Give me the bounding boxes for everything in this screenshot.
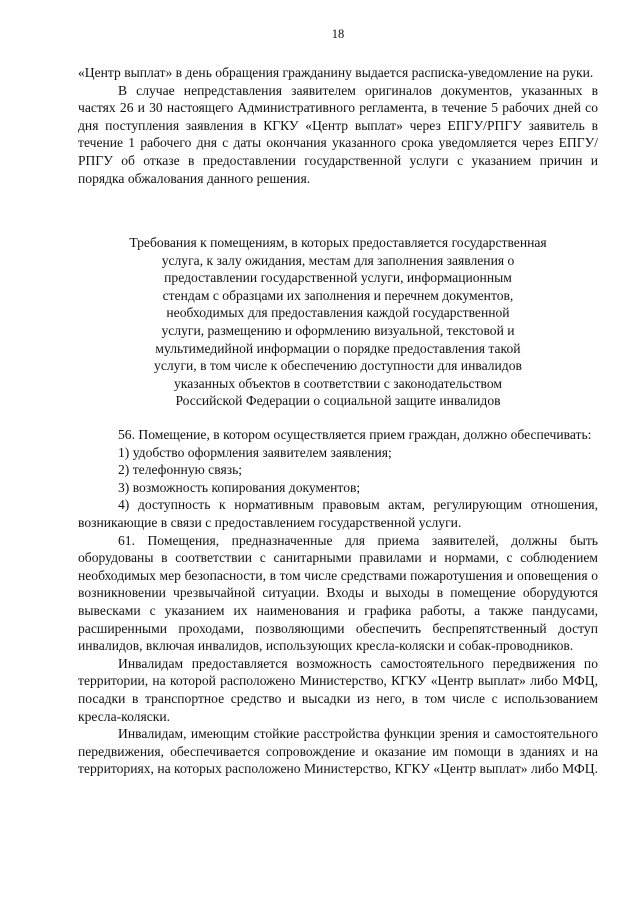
list-item: 1) удобство оформления заявителем заявления; (118, 444, 392, 460)
section-heading (78, 234, 598, 410)
heading-line: мультимедийной информации о порядке предоставления такой (155, 340, 521, 356)
heading-line: услуги, размещению и оформлению визуальной, текстовой и (161, 322, 515, 338)
list-item: 2) телефонную связь; (118, 462, 243, 478)
list-item: 3) возможность копирования документов; (118, 479, 361, 495)
heading-line: необходимых для предоставления каждой государственной (166, 305, 510, 321)
heading-line: указанных объектов в соответствии с законодательством (174, 375, 502, 391)
page-number: 18 (331, 27, 345, 41)
document-page (78, 0, 598, 905)
paragraph-clause-61: 61. Помещения, предназначенные для приема заявителей, должны быть оборудованы в соответствии с санитарными правилами и нормами, с соблюдением необходимых мер безопасности, в том числе средствами пожаротушения и оповещения о возникновении чрезвычайной ситуации. Входы и выходы в помещение оборудуются вывесками с указанием их наименования и графика работы, а также пандусами, расширенными проходами, позволяющими обеспечить беспрепятственный доступ инвалидов, включая инвалидов, использующих кресла-коляски и собак-проводников. (78, 532, 598, 654)
paragraph-clause-56: 56. Помещение, в котором осуществляется прием граждан, должно обеспечивать: (118, 427, 592, 442)
paragraph-mobility: Инвалидам предоставляется возможность самостоятельного передвижения по территории, на которой расположено Министерство, КГКУ «Центр выплат» либо МФЦ, посадки в транспортное средство и высадки из него, в том числе с использованием кресла-коляски. (78, 655, 598, 724)
top-text-block (78, 64, 598, 187)
heading-line: услуги, в том числе к обеспечению доступности для инвалидов (154, 358, 522, 374)
heading-line: услуга, к залу ожидания, местам для заполнения заявления о (161, 252, 515, 268)
paragraph-vision-assistance: Инвалидам, имеющим стойкие расстройства функции зрения и самостоятельного передвижения, обеспечивается сопровождение и оказание им помощи в зданиях и на территориях, на которых расположено Министерство, КГКУ «Центр выплат» либо МФЦ. (78, 726, 598, 777)
heading-line: предоставлении государственной услуги, информационным (164, 270, 512, 286)
paragraph-receipt-continuation: «Центр выплат» в день обращения гражданину выдается расписка-уведомление на руки. (78, 65, 594, 80)
list-item: 4) доступность к нормативным правовым актам, регулирующим отношения, возникающие в связи с предоставлением государственной услуги. (78, 497, 598, 530)
heading-line: Требования к помещениям, в которых предоставляется государственная (129, 235, 547, 250)
paragraph-original-documents: В случае непредставления заявителем оригиналов документов, указанных в частях 26 и 30 настоящего Административного регламента, в течение 5 рабочих дней со дня поступления заявления в КГКУ «Центр выплат» через ЕПГУ/РПГУ заявитель в течение 1 рабочего дня с даты окончания указанного срока уведомляется через ЕПГУ/РПГУ об отказе в предоставлении государственной услуги с указанием причин и порядка обжалования данного решения. (78, 82, 598, 186)
body-text-block (78, 426, 598, 778)
heading-line: Российской Федерации о социальной защите инвалидов (175, 393, 501, 409)
heading-line: стендам с образцами их заполнения и перечнем документов, (162, 287, 514, 303)
